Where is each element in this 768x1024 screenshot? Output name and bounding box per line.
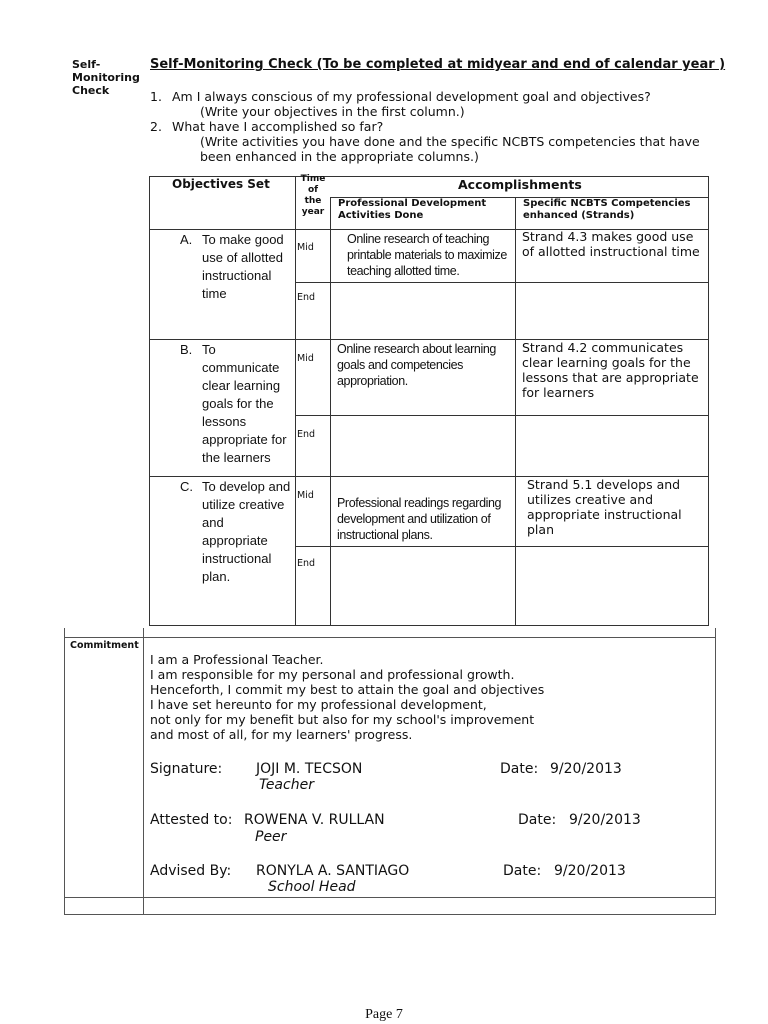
header-time: Time of the year xyxy=(300,174,326,217)
signature-date: 9/20/2013 xyxy=(550,761,622,777)
activity-text: Professional readings regarding development and utilization of instructional plans. xyxy=(337,496,502,542)
objective-text: To develop and utilize creative and appropriate instructional plan. xyxy=(202,479,291,584)
time-end-label: End xyxy=(297,558,316,569)
competency-text: Strand 4.3 makes good use of allotted instructional time xyxy=(522,229,700,259)
time-mid-label: Mid xyxy=(297,353,314,364)
advised-date: 9/20/2013 xyxy=(554,863,626,879)
attested-date: 9/20/2013 xyxy=(569,812,641,828)
question-2 xyxy=(150,119,383,134)
commitment-line: Henceforth, I commit my best to attain the goal and objectives xyxy=(150,682,545,697)
table-divider xyxy=(330,197,331,626)
time-mid-label: Mid xyxy=(297,490,314,501)
objective-letter: B. xyxy=(180,342,193,357)
header-accomplishments: Accomplishments xyxy=(458,177,582,192)
commitment-divider xyxy=(64,637,716,638)
header-objectives: Objectives Set xyxy=(172,177,270,191)
question-1-instruction: (Write your objectives in the first column.) xyxy=(200,104,465,119)
table-divider xyxy=(295,546,709,547)
competency-text: Strand 5.1 develops and utilizes creative and appropriate instructional plan xyxy=(527,477,682,537)
question-number: 2. xyxy=(150,119,162,134)
objective-text: To communicate clear learning goals for the lessons appropriate for the learners xyxy=(202,342,287,465)
commitment-divider xyxy=(715,628,716,638)
advised-label: Advised By: xyxy=(150,863,232,879)
commitment-line: I have set hereunto for my professional development, xyxy=(150,697,487,712)
question-text: Am I always conscious of my professional development goal and objectives? xyxy=(172,89,651,104)
time-end-label: End xyxy=(297,292,316,303)
header-competencies: Specific NCBTS Competencies enhanced (Strands) xyxy=(523,198,691,221)
table-divider xyxy=(295,282,709,283)
activity-text: Online research of teaching printable materials to maximize teaching allotted time. xyxy=(347,232,507,278)
question-text: What have I accomplished so far? xyxy=(172,119,384,134)
competency-text: Strand 4.2 communicates clear learning goals for the lessons that are appropriate for learners xyxy=(522,340,699,400)
signature-name: JOJI M. TECSON xyxy=(256,761,363,777)
time-end-label: End xyxy=(297,429,316,440)
page-number: Page 7 xyxy=(365,1007,403,1022)
signature-date-label: Date: xyxy=(500,761,539,777)
commitment-divider xyxy=(143,628,144,915)
signature-label: Signature: xyxy=(150,761,223,777)
question-2-instruction: (Write activities you have done and the specific NCBTS competencies that have been enhanced in the appropriate columns.) xyxy=(200,134,700,164)
commitment-line: I am a Professional Teacher. xyxy=(150,652,324,667)
signature-role: Teacher xyxy=(259,777,314,793)
commitment-label: Commitment xyxy=(70,640,139,651)
time-mid-label: Mid xyxy=(297,242,314,253)
attested-role: Peer xyxy=(255,829,287,845)
self-monitoring-title: Self-Monitoring Check (To be completed at midyear and end of calendar year ) xyxy=(150,57,726,72)
commitment-statement xyxy=(150,652,544,742)
activity-text: Online research about learning goals and competencies appropriation. xyxy=(337,342,496,388)
objective-letter: A. xyxy=(180,232,193,247)
commitment-line: I am responsible for my personal and professional growth. xyxy=(150,667,515,682)
question-1 xyxy=(150,89,651,104)
header-activities: Professional Development Activities Done xyxy=(338,198,487,221)
commitment-divider xyxy=(64,628,65,638)
attested-label: Attested to: xyxy=(150,812,233,828)
question-number: 1. xyxy=(150,89,162,104)
objective-letter: C. xyxy=(180,479,193,494)
advised-date-label: Date: xyxy=(503,863,542,879)
self-monitoring-side-label: Self-Monitoring Check xyxy=(72,58,140,97)
table-divider xyxy=(515,197,516,626)
commitment-line: and most of all, for my learners' progress. xyxy=(150,727,413,742)
advised-name: RONYLA A. SANTIAGO xyxy=(256,863,410,879)
advised-role: School Head xyxy=(268,879,356,895)
table-divider xyxy=(295,415,709,416)
attested-name: ROWENA V. RULLAN xyxy=(244,812,385,828)
table-divider xyxy=(295,176,296,626)
commitment-line: not only for my benefit but also for my school's improvement xyxy=(150,712,535,727)
commitment-divider xyxy=(64,897,716,898)
attested-date-label: Date: xyxy=(518,812,557,828)
objective-text: To make good use of allotted instructional time xyxy=(202,232,284,301)
